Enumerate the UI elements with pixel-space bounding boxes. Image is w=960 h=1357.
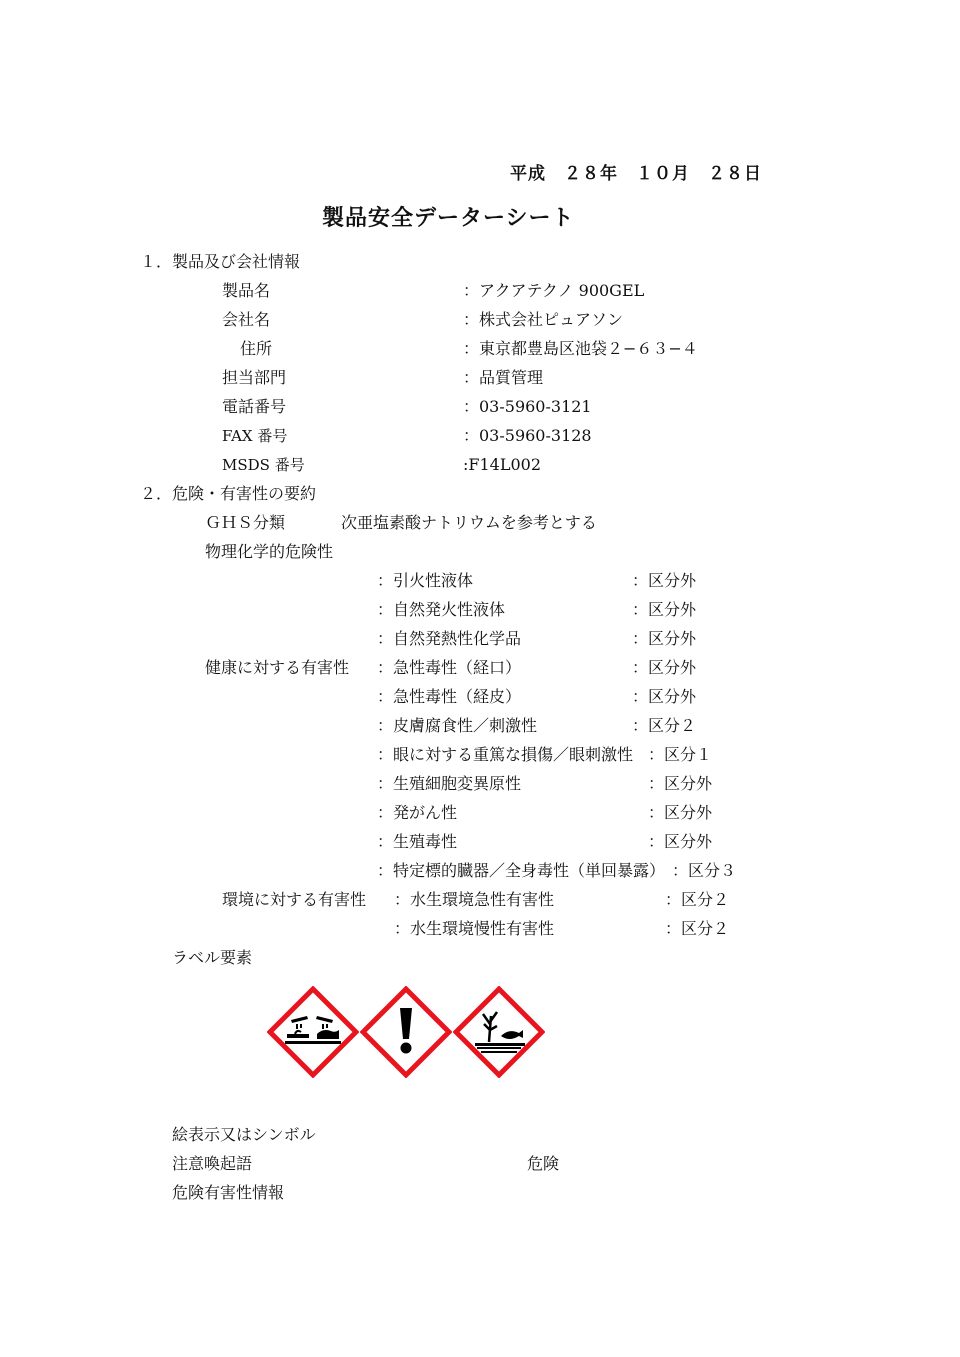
pictogram-label: 絵表示又はシンボル: [172, 1125, 316, 1144]
section2-heading: ２．危険・有害性の要約: [140, 484, 317, 503]
health-hazard-class: ：区分外: [648, 774, 713, 793]
env-hazard-class: ：区分２: [665, 890, 730, 909]
health-hazard-item: ：生殖毒性: [377, 832, 458, 851]
msds-label: MSDS 番号: [222, 456, 305, 474]
label-elements-heading: ラベル要素: [172, 948, 253, 967]
physical-hazard-item: ：自然発熱性化学品: [377, 629, 522, 648]
health-hazard-item: ：発がん性: [377, 803, 458, 822]
ghs-label: ＧＨＳ分類: [205, 513, 286, 532]
section1-heading: １．製品及び会社情報: [140, 252, 301, 271]
physical-hazard-item: ：引火性液体: [377, 571, 474, 590]
env-hazard-item: ：水生環境急性有害性: [394, 890, 555, 909]
health-hazard-class: ：区分１: [648, 745, 713, 764]
hazard-info-label: 危険有害性情報: [172, 1183, 285, 1202]
page-title: 製品安全データーシート: [322, 206, 575, 231]
product-name-value: ：アクアテクノ 900GEL: [463, 281, 645, 300]
physical-hazard-item: ：自然発火性液体: [377, 600, 506, 619]
health-hazard-label: 健康に対する有害性: [205, 658, 350, 677]
department-value: ：品質管理: [463, 368, 544, 387]
signal-word-label: 注意喚起語: [172, 1154, 253, 1173]
document-date: 平成 ２８年 １０月 ２８日: [510, 164, 762, 184]
health-hazard-item: ：特定標的臓器／全身毒性（単回暴露）: [377, 861, 666, 880]
env-hazard-class: ：区分２: [665, 919, 730, 938]
department-label: 担当部門: [222, 368, 287, 387]
health-hazard-class: ：区分２: [632, 716, 697, 735]
physical-hazard-label: 物理化学的危険性: [205, 542, 334, 561]
phone-label: 電話番号: [222, 397, 287, 416]
physical-hazard-class: ：区分外: [632, 600, 697, 619]
signal-word-value: 危険: [527, 1154, 560, 1173]
health-hazard-item: ：急性毒性（経皮）: [377, 687, 522, 706]
company-name-value: ：株式会社ピュアソン: [463, 310, 624, 329]
product-name-label: 製品名: [222, 281, 271, 300]
health-hazard-item: ：生殖細胞変異原性: [377, 774, 522, 793]
env-hazard-item: ：水生環境慢性有害性: [394, 919, 555, 938]
msds-value: :F14L002: [463, 455, 542, 474]
env-hazard-label: 環境に対する有害性: [222, 890, 367, 909]
exclamation-icon: [360, 986, 452, 1078]
health-hazard-item: ：皮膚腐食性／刺激性: [377, 716, 538, 735]
physical-hazard-class: ：区分外: [632, 571, 697, 590]
health-hazard-class: ：区分３: [672, 861, 737, 880]
corrosion-icon: [267, 986, 359, 1078]
address-value: ：東京都豊島区池袋２−６３−４: [463, 339, 698, 358]
health-hazard-class: ：区分外: [648, 803, 713, 822]
fax-value: ：03-5960-3128: [463, 426, 592, 445]
phone-value: ：03-5960-3121: [463, 397, 592, 416]
fax-label: FAX 番号: [222, 427, 288, 445]
company-name-label: 会社名: [222, 310, 271, 329]
environment-icon: [453, 986, 545, 1078]
health-hazard-class: ：区分外: [648, 832, 713, 851]
health-hazard-class: ：区分外: [632, 658, 697, 677]
ghs-value: 次亜塩素酸ナトリウムを参考とする: [341, 513, 597, 532]
health-hazard-class: ：区分外: [632, 687, 697, 706]
physical-hazard-class: ：区分外: [632, 629, 697, 648]
address-label: 住所: [240, 339, 273, 358]
health-hazard-item: ：眼に対する重篤な損傷／眼刺激性: [377, 745, 634, 764]
health-hazard-item: ：急性毒性（経口）: [377, 658, 522, 677]
